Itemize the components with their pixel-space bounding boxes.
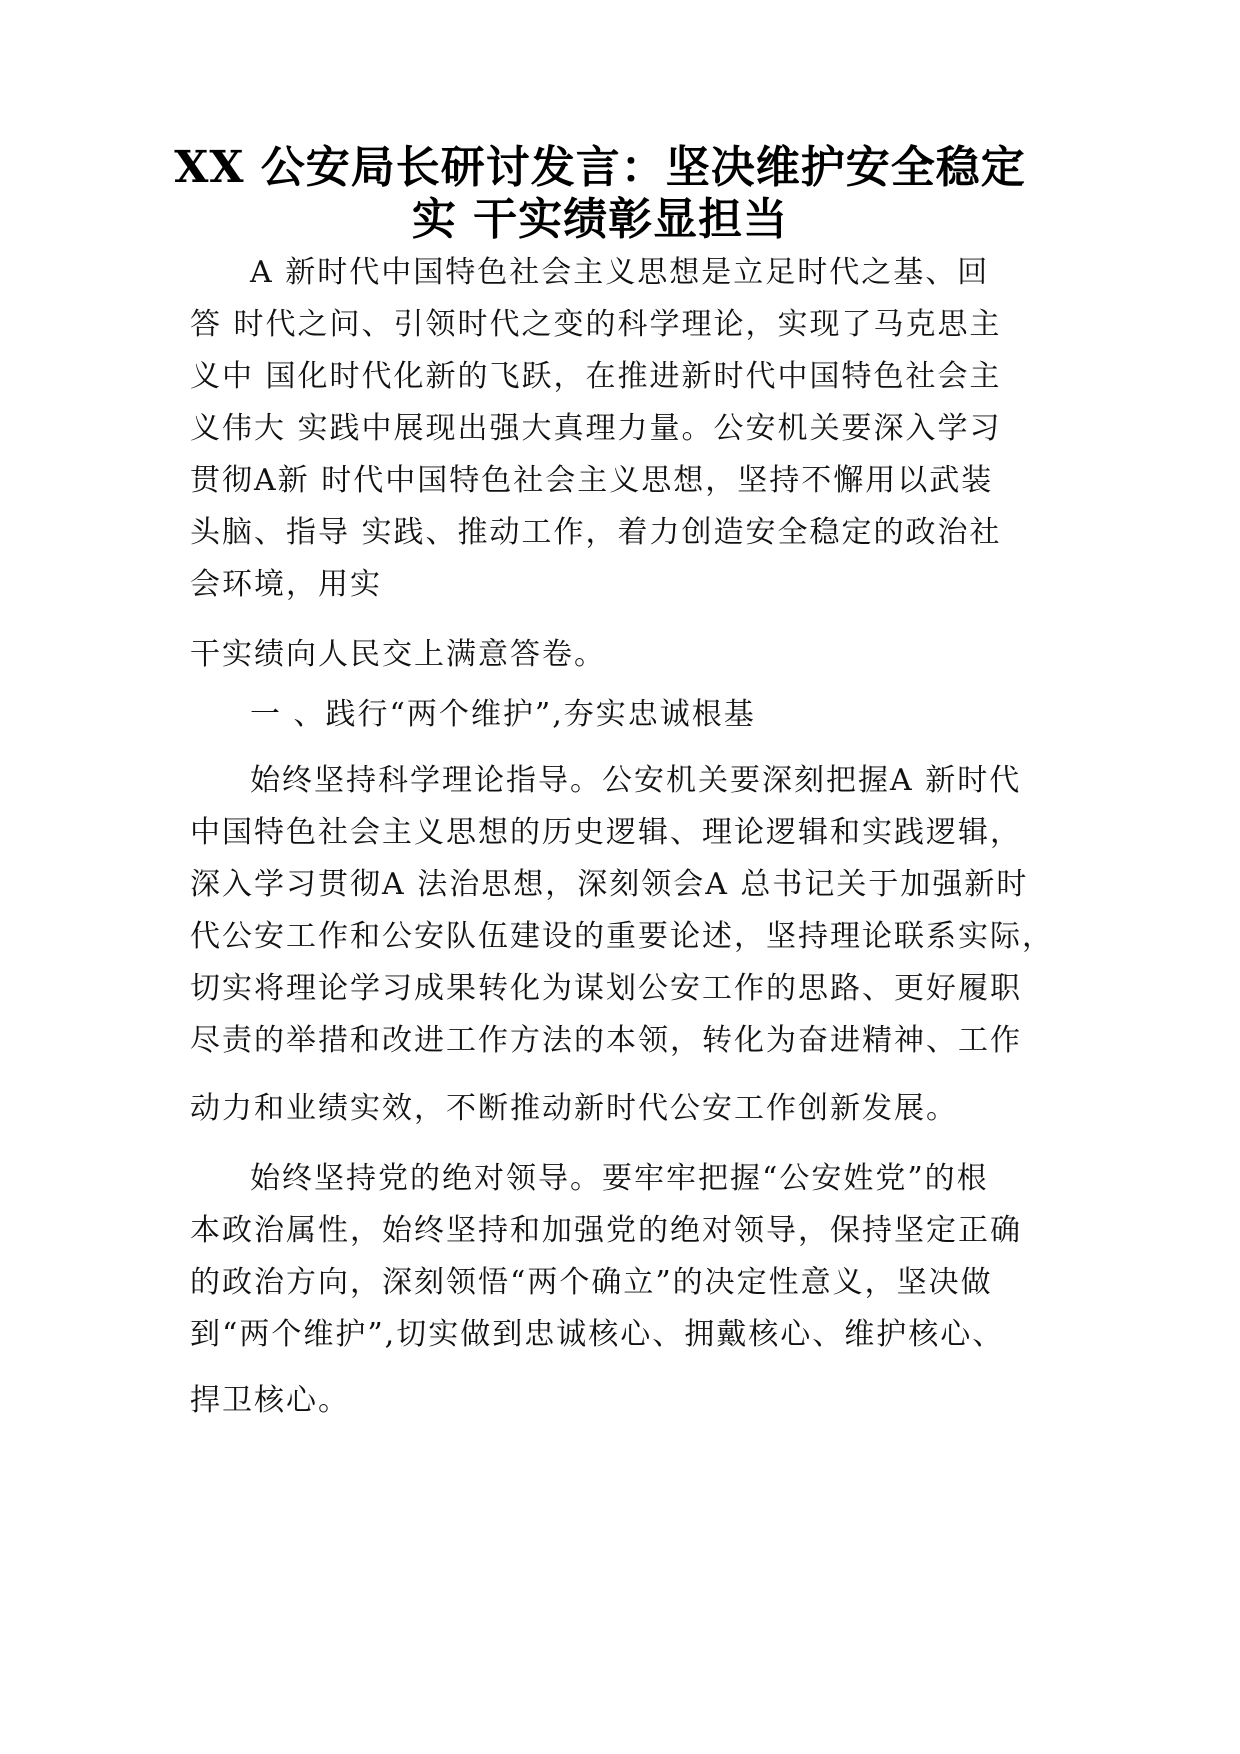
paragraph-1-line-5: 贯彻A新 时代中国特色社会主义思想，坚持不懈用以武装 <box>190 463 994 498</box>
paragraph-4-line-2: 本政治属性，始终坚持和加强党的绝对领导，保持坚定正确 <box>190 1213 1022 1248</box>
paragraph-3-line-1: 始终坚持科学理论指导。公安机关要深刻把握A 新时代 <box>250 763 1022 798</box>
section-heading-1: 一 、践行“两个维护”,夯实忠诚根基 <box>250 697 756 732</box>
paragraph-1-line-1: A 新时代中国特色社会主义思想是立足时代之基、回 <box>250 255 990 290</box>
paragraph-3-line-7: 动力和业绩实效，不断推动新时代公安工作创新发展。 <box>190 1091 958 1126</box>
paragraph-3-line-5: 切实将理论学习成果转化为谋划公安工作的思路、更好履职 <box>190 971 1022 1006</box>
paragraph-4-line-1: 始终坚持党的绝对领导。要牢牢把握“公安姓党”的根 <box>250 1161 989 1196</box>
paragraph-1-line-7: 会环境，用实 <box>190 567 382 602</box>
paragraph-1-line-6: 头脑、指导 实践、推动工作，着力创造安全稳定的政治社 <box>190 515 1002 550</box>
document-title-line-2: 实 干实绩彰显担当 <box>411 194 789 245</box>
paragraph-4-line-3: 的政治方向，深刻领悟“两个确立”的决定性意义，坚决做 <box>190 1265 993 1300</box>
paragraph-4-line-4: 到“两个维护”,切实做到忠诚核心、拥戴核心、维护核心、 <box>190 1317 1005 1352</box>
paragraph-3-line-4: 代公安工作和公安队伍建设的重要论述，坚持理论联系实际， <box>190 919 1054 954</box>
paragraph-1-line-4: 义伟大 实践中展现出强大真理力量。公安机关要深入学习 <box>190 411 1002 446</box>
paragraph-1-line-8: 干实绩向人民交上满意答卷。 <box>190 637 606 672</box>
paragraph-3-line-2: 中国特色社会主义思想的历史逻辑、理论逻辑和实践逻辑， <box>190 815 1022 850</box>
paragraph-4-line-5: 捍卫核心。 <box>190 1383 350 1418</box>
paragraph-1-line-2: 答 时代之问、引领时代之变的科学理论，实现了马克思主 <box>190 307 1002 342</box>
document-title-line-1: XX 公安局长研讨发言：坚决维护安全稳定 <box>174 142 1026 193</box>
paragraph-3-line-6: 尽责的举措和改进工作方法的本领，转化为奋进精神、工作 <box>190 1023 1022 1058</box>
paragraph-1-line-3: 义中 国化时代化新的飞跃，在推进新时代中国特色社会主 <box>190 359 1002 394</box>
paragraph-3-line-3: 深入学习贯彻A 法治思想，深刻领会A 总书记关于加强新时 <box>190 867 1029 902</box>
